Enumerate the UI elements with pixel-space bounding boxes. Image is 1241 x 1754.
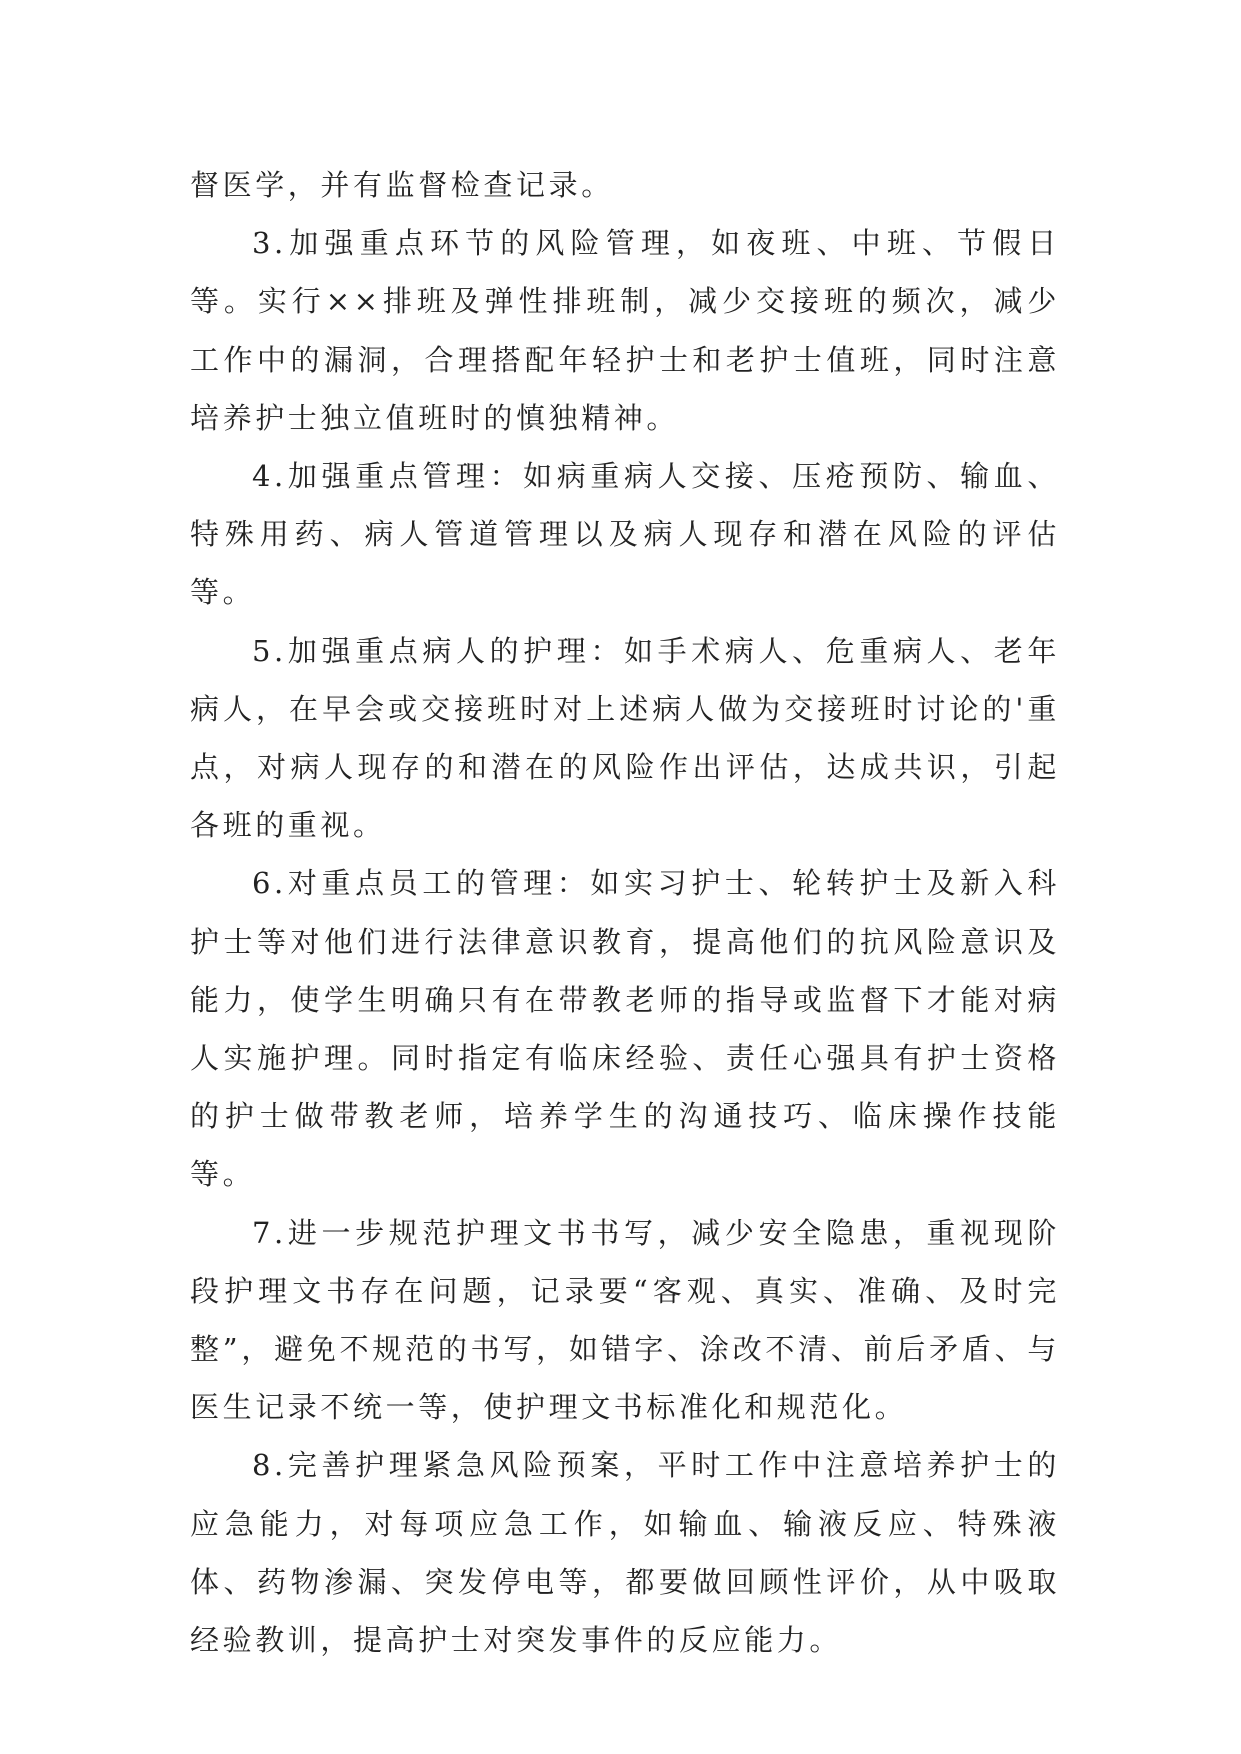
paragraph-item-7: 7.进一步规范护理文书书写，减少安全隐患，重视现阶段护理文书存在问题，记录要“客观、真实、准确、及时完整”，避免不规范的书写，如错字、涂改不清、前后矛盾、与医生记录不统一等，使护理文书标准化和规范化。	[190, 1215, 1060, 1425]
paragraph-item-3: 3.加强重点环节的风险管理，如夜班、中班、节假日等。实行××排班及弹性排班制，减少交接班的频次，减少工作中的漏洞，合理搭配年轻护士和老护士值班，同时注意培养护士独立值班时的慎独精神。	[190, 226, 1060, 435]
paragraph-item-8: 8.完善护理紧急风险预案，平时工作中注意培养护士的应急能力，对每项应急工作，如输血、输液反应、特殊液体、药物渗漏、突发停电等，都要做回顾性评价，从中吸取经验教训，提高护士对突发事件的反应能力。	[190, 1448, 1060, 1658]
document-body	[190, 156, 1060, 1669]
paragraph-item-4: 4.加强重点管理：如病重病人交接、压疮预防、输血、特殊用药、病人管道管理以及病人现存和潜在风险的评估等。	[190, 459, 1060, 610]
paragraph-continuation: 督医学，并有监督检查记录。	[190, 168, 614, 202]
paragraph-item-5: 5.加强重点病人的护理：如手术病人、危重病人、老年病人，在早会或交接班时对上述病人做为交接班时讨论的'重点，对病人现存的和潜在的风险作出评估，达成共识，引起各班的重视。	[190, 633, 1060, 843]
paragraph-item-6: 6.对重点员工的管理：如实习护士、轮转护士及新入科护士等对他们进行法律意识教育，提高他们的抗风险意识及能力，使学生明确只有在带教老师的指导或监督下才能对病人实施护理。同时指定有临床经验、责任心强具有护士资格的护士做带教老师，培养学生的沟通技巧、临床操作技能等。	[190, 866, 1060, 1192]
